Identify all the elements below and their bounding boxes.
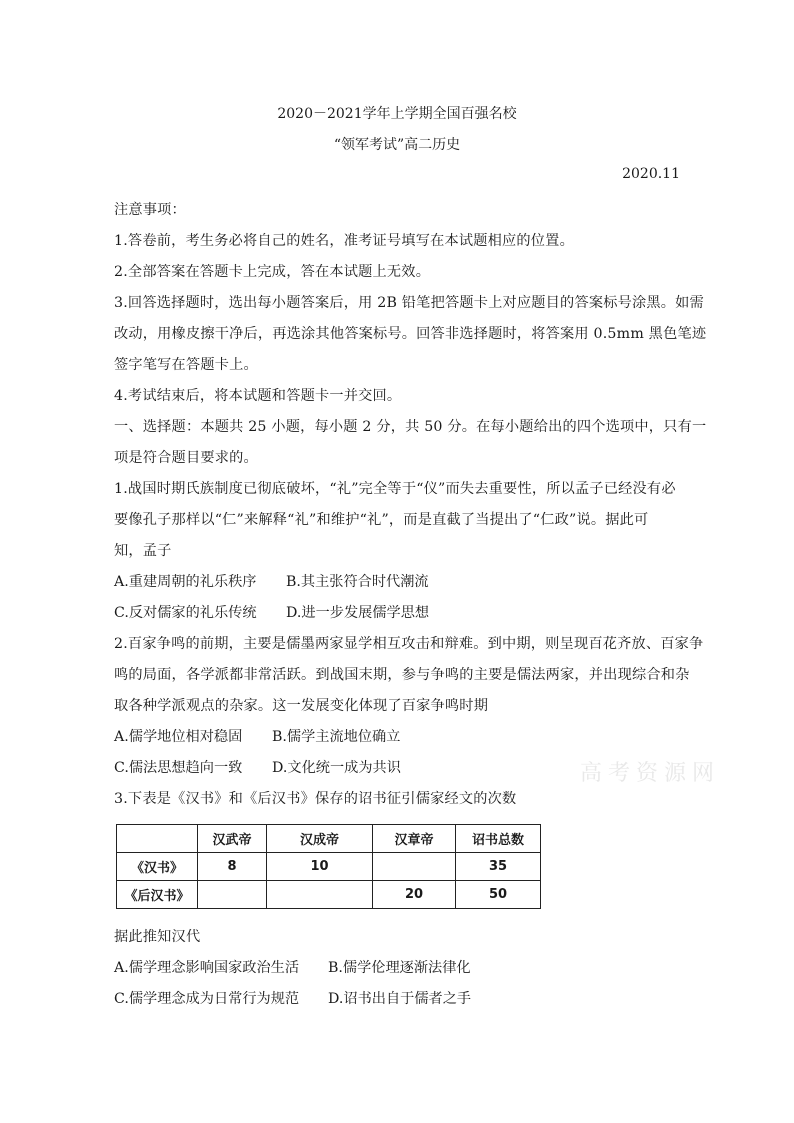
table-cell: [267, 881, 373, 909]
section-instructions: 项是符合题目要求的。: [114, 450, 258, 466]
question-3-option-c: C.儒学理念成为日常行为规范: [114, 991, 300, 1007]
question-1-option-c: C.反对儒家的礼乐传统: [114, 605, 257, 621]
question-1-stem: 1.战国时期氏族制度已彻底破坏，“礼”完全等于“仪”而失去重要性，所以孟子已经没有必: [114, 481, 676, 497]
notice-heading: 注意事项：: [114, 202, 186, 218]
exam-date: 2020.11: [622, 166, 680, 182]
question-2-stem: 2.百家争鸣的前期，主要是儒墨两家显学相互攻击和辩难。到中期，则呈现百花齐放、百家争: [114, 636, 704, 652]
question-1-stem: 知，孟子: [114, 543, 172, 559]
table-header-cell: [117, 825, 198, 853]
notice-item: 4.考试结束后，将本试题和答题卡一并交回。: [114, 388, 402, 404]
exam-title: 2020－2021学年上学期全国百强名校: [277, 106, 517, 122]
question-2-stem: 取各种学派观点的杂家。这一发展变化体现了百家争鸣时期: [114, 698, 489, 714]
question-2-option-d: D.文化统一成为共识: [272, 760, 401, 776]
table-cell: 《后汉书》: [117, 881, 198, 909]
table-row: [117, 881, 541, 909]
table-cell: 50: [456, 881, 541, 909]
table-cell: 10: [267, 853, 373, 881]
table-header-cell: 汉武帝: [198, 825, 267, 853]
question-1-stem: 要像孔子那样以“仁”来解释“礼”和维护“礼”，而是直截了当提出了“仁政”说。据此可: [114, 512, 649, 528]
table-cell: 35: [456, 853, 541, 881]
table-cell: 8: [198, 853, 267, 881]
question-2-option-b: B.儒学主流地位确立: [272, 729, 401, 745]
table-cell: [373, 853, 456, 881]
table-cell: 《汉书》: [117, 853, 198, 881]
table-row: [117, 853, 541, 881]
table-cell: [198, 881, 267, 909]
notice-item: 2.全部答案在答题卡上完成，答在本试题上无效。: [114, 264, 431, 280]
question-2-stem: 鸣的局面，各学派都非常活跃。到战国末期，参与争鸣的主要是儒法两家，并出现综合和杂: [114, 667, 690, 683]
notice-item: 3.回答选择题时，选出每小题答案后，用 2B 铅笔把答题卡上对应题目的答案标号涂黑。如需: [114, 295, 704, 311]
table-header-row: [117, 825, 541, 853]
question-1-option-a: A.重建周朝的礼乐秩序: [114, 574, 257, 590]
question-2-option-c: C.儒法思想趋向一致: [114, 760, 243, 776]
question-2-option-a: A.儒学地位相对稳固: [114, 729, 243, 745]
question-3-option-b: B.儒学伦理逐渐法律化: [328, 960, 471, 976]
table-header-cell: 诏书总数: [456, 825, 541, 853]
edict-citation-table: [116, 824, 541, 909]
question-3-followup: 据此推知汉代: [114, 929, 201, 945]
question-3-option-a: A.儒学理念影响国家政治生活: [114, 960, 300, 976]
section-instructions: 一、选择题：本题共 25 小题，每小题 2 分，共 50 分。在每小题给出的四个选项中，只有一: [114, 419, 707, 435]
notice-item: 改动，用橡皮擦干净后，再选涂其他答案标号。回答非选择题时，将答案用 0.5mm 黑色笔迹: [114, 326, 707, 342]
question-1-option-b: B.其主张符合时代潮流: [286, 574, 429, 590]
question-3-stem: 3.下表是《汉书》和《后汉书》保存的诏书征引儒家经文的次数: [114, 791, 517, 807]
notice-item: 1.答卷前，考生务必将自己的姓名，准考证号填写在本试题相应的位置。: [114, 233, 574, 249]
exam-subtitle: “领军考试”高二历史: [333, 137, 461, 153]
notice-item: 签字笔写在答题卡上。: [114, 357, 258, 373]
table-header-cell: 汉成帝: [267, 825, 373, 853]
question-1-option-d: D.进一步发展儒学思想: [286, 605, 430, 621]
watermark: 高考资源网: [580, 761, 721, 786]
table-header-cell: 汉章帝: [373, 825, 456, 853]
question-3-option-d: D.诏书出自于儒者之手: [328, 991, 472, 1007]
table-cell: 20: [373, 881, 456, 909]
